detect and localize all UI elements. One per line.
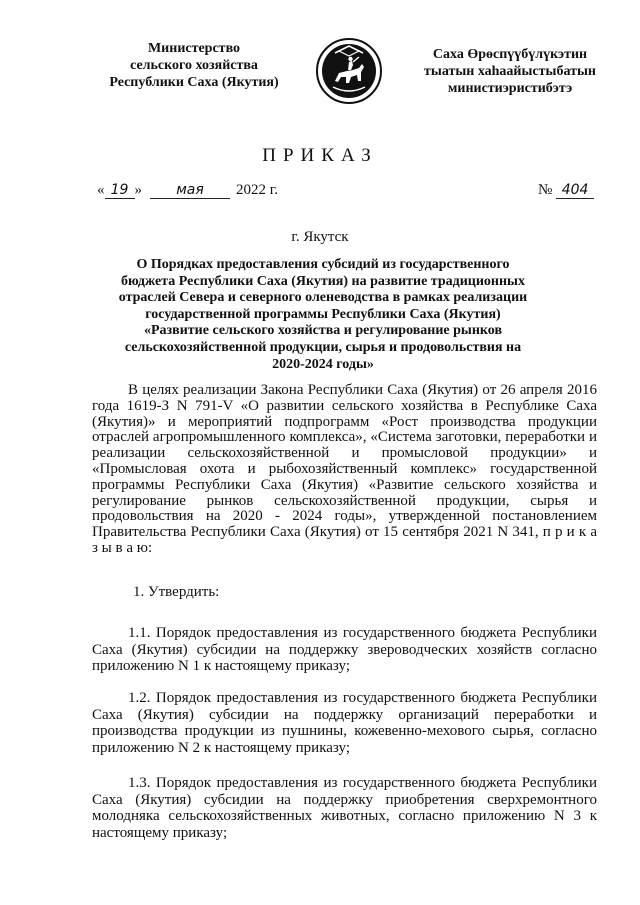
date-year: 2022 г. — [236, 182, 278, 198]
date-day: 19 — [105, 182, 135, 199]
number-sign: № — [538, 182, 553, 198]
order-date — [97, 182, 278, 199]
yakutia-coat-of-arms-icon — [315, 37, 383, 105]
ministry-name-line: Республики Саха (Якутия) — [109, 75, 279, 90]
number-value: 404 — [556, 182, 594, 199]
order-number — [538, 182, 594, 199]
ministry-name-line: министиэристибэтэ — [447, 81, 573, 96]
subitem-1-1 — [92, 625, 597, 675]
city: г. Якутск — [291, 229, 349, 245]
order-heading: О Порядках предоставления субсидий из государственного бюджета Республики Саха (Якутия) на развитие традиционных отраслей Севера и северного оленеводства в рамках реализации государственной программы Республики Саха (Якутия) «Развитие сельского хозяйства и регулирование рынков сельскохозяйственной продукции, сырья и продовольствия на 2020-2024 годы» — [118, 257, 528, 372]
subitem-text: 1.3. Порядок предоставления из государственного бюджета Республики Саха (Якутия) субсидии на поддержку приобретения сверхремонтного молодняка сельскохозяйственных животных, согласно приложению N 3 к настоящему приказу; — [92, 775, 597, 842]
subitem-1-2 — [92, 690, 597, 757]
date-open-quote: « — [97, 182, 105, 198]
document-title: ПРИКАЗ — [262, 145, 378, 166]
ministry-name-yakut — [404, 46, 616, 97]
item-1: 1. Утвердить: — [133, 584, 220, 600]
subitem-text: 1.1. Порядок предоставления из государственного бюджета Республики Саха (Якутия) субсидии на поддержку звероводческих хозяйств согласно приложению N 1 к настоящему приказу; — [92, 625, 597, 675]
ministry-name-russian — [96, 40, 292, 91]
subitem-text: 1.2. Порядок предоставления из государственного бюджета Республики Саха (Якутия) субсидии на поддержку организаций переработки и производства продукции из пушнины, кожевенно-мехового сырья, согласно приложению N 2 к настоящему приказу; — [92, 690, 597, 757]
date-close-quote: » — [134, 182, 142, 198]
ministry-name-line: Саха Өрөспүүбүлүкэтин — [432, 47, 588, 62]
preamble-paragraph: В целях реализации Закона Республики Саха (Якутия) от 26 апреля 2016 года 1619-З N 791-V «О развитии сельского хозяйства в Республике Саха (Якутия)» и мероприятий подпрограмм «Рост производства продукции отраслей агропромышленного комплекса», «Система заготовки, переработки и реализации сельскохозяйственной и промысловой продукции» и «Промысловая охота и рыбохозяйственный комплекс» государственной программы Республики Саха (Якутия) «Развитие сельского хозяйства и регулирование рынков сельскохозяйственной продукции, сырья и продовольствия на 2020 - 2024 годы», утвержденной постановлением Правительства Республики Саха (Якутия) от 15 сентября 2021 N 341, п р и к а з ы в а ю: — [92, 382, 597, 556]
subitem-1-3 — [92, 775, 597, 842]
date-month: мая — [150, 182, 230, 199]
ministry-name-line: тыатын хаһаайыстыбатын — [424, 64, 596, 79]
ministry-name-line: сельского хозяйства — [130, 58, 258, 73]
preamble — [92, 383, 597, 557]
ministry-name-line: Министерство — [147, 41, 241, 56]
